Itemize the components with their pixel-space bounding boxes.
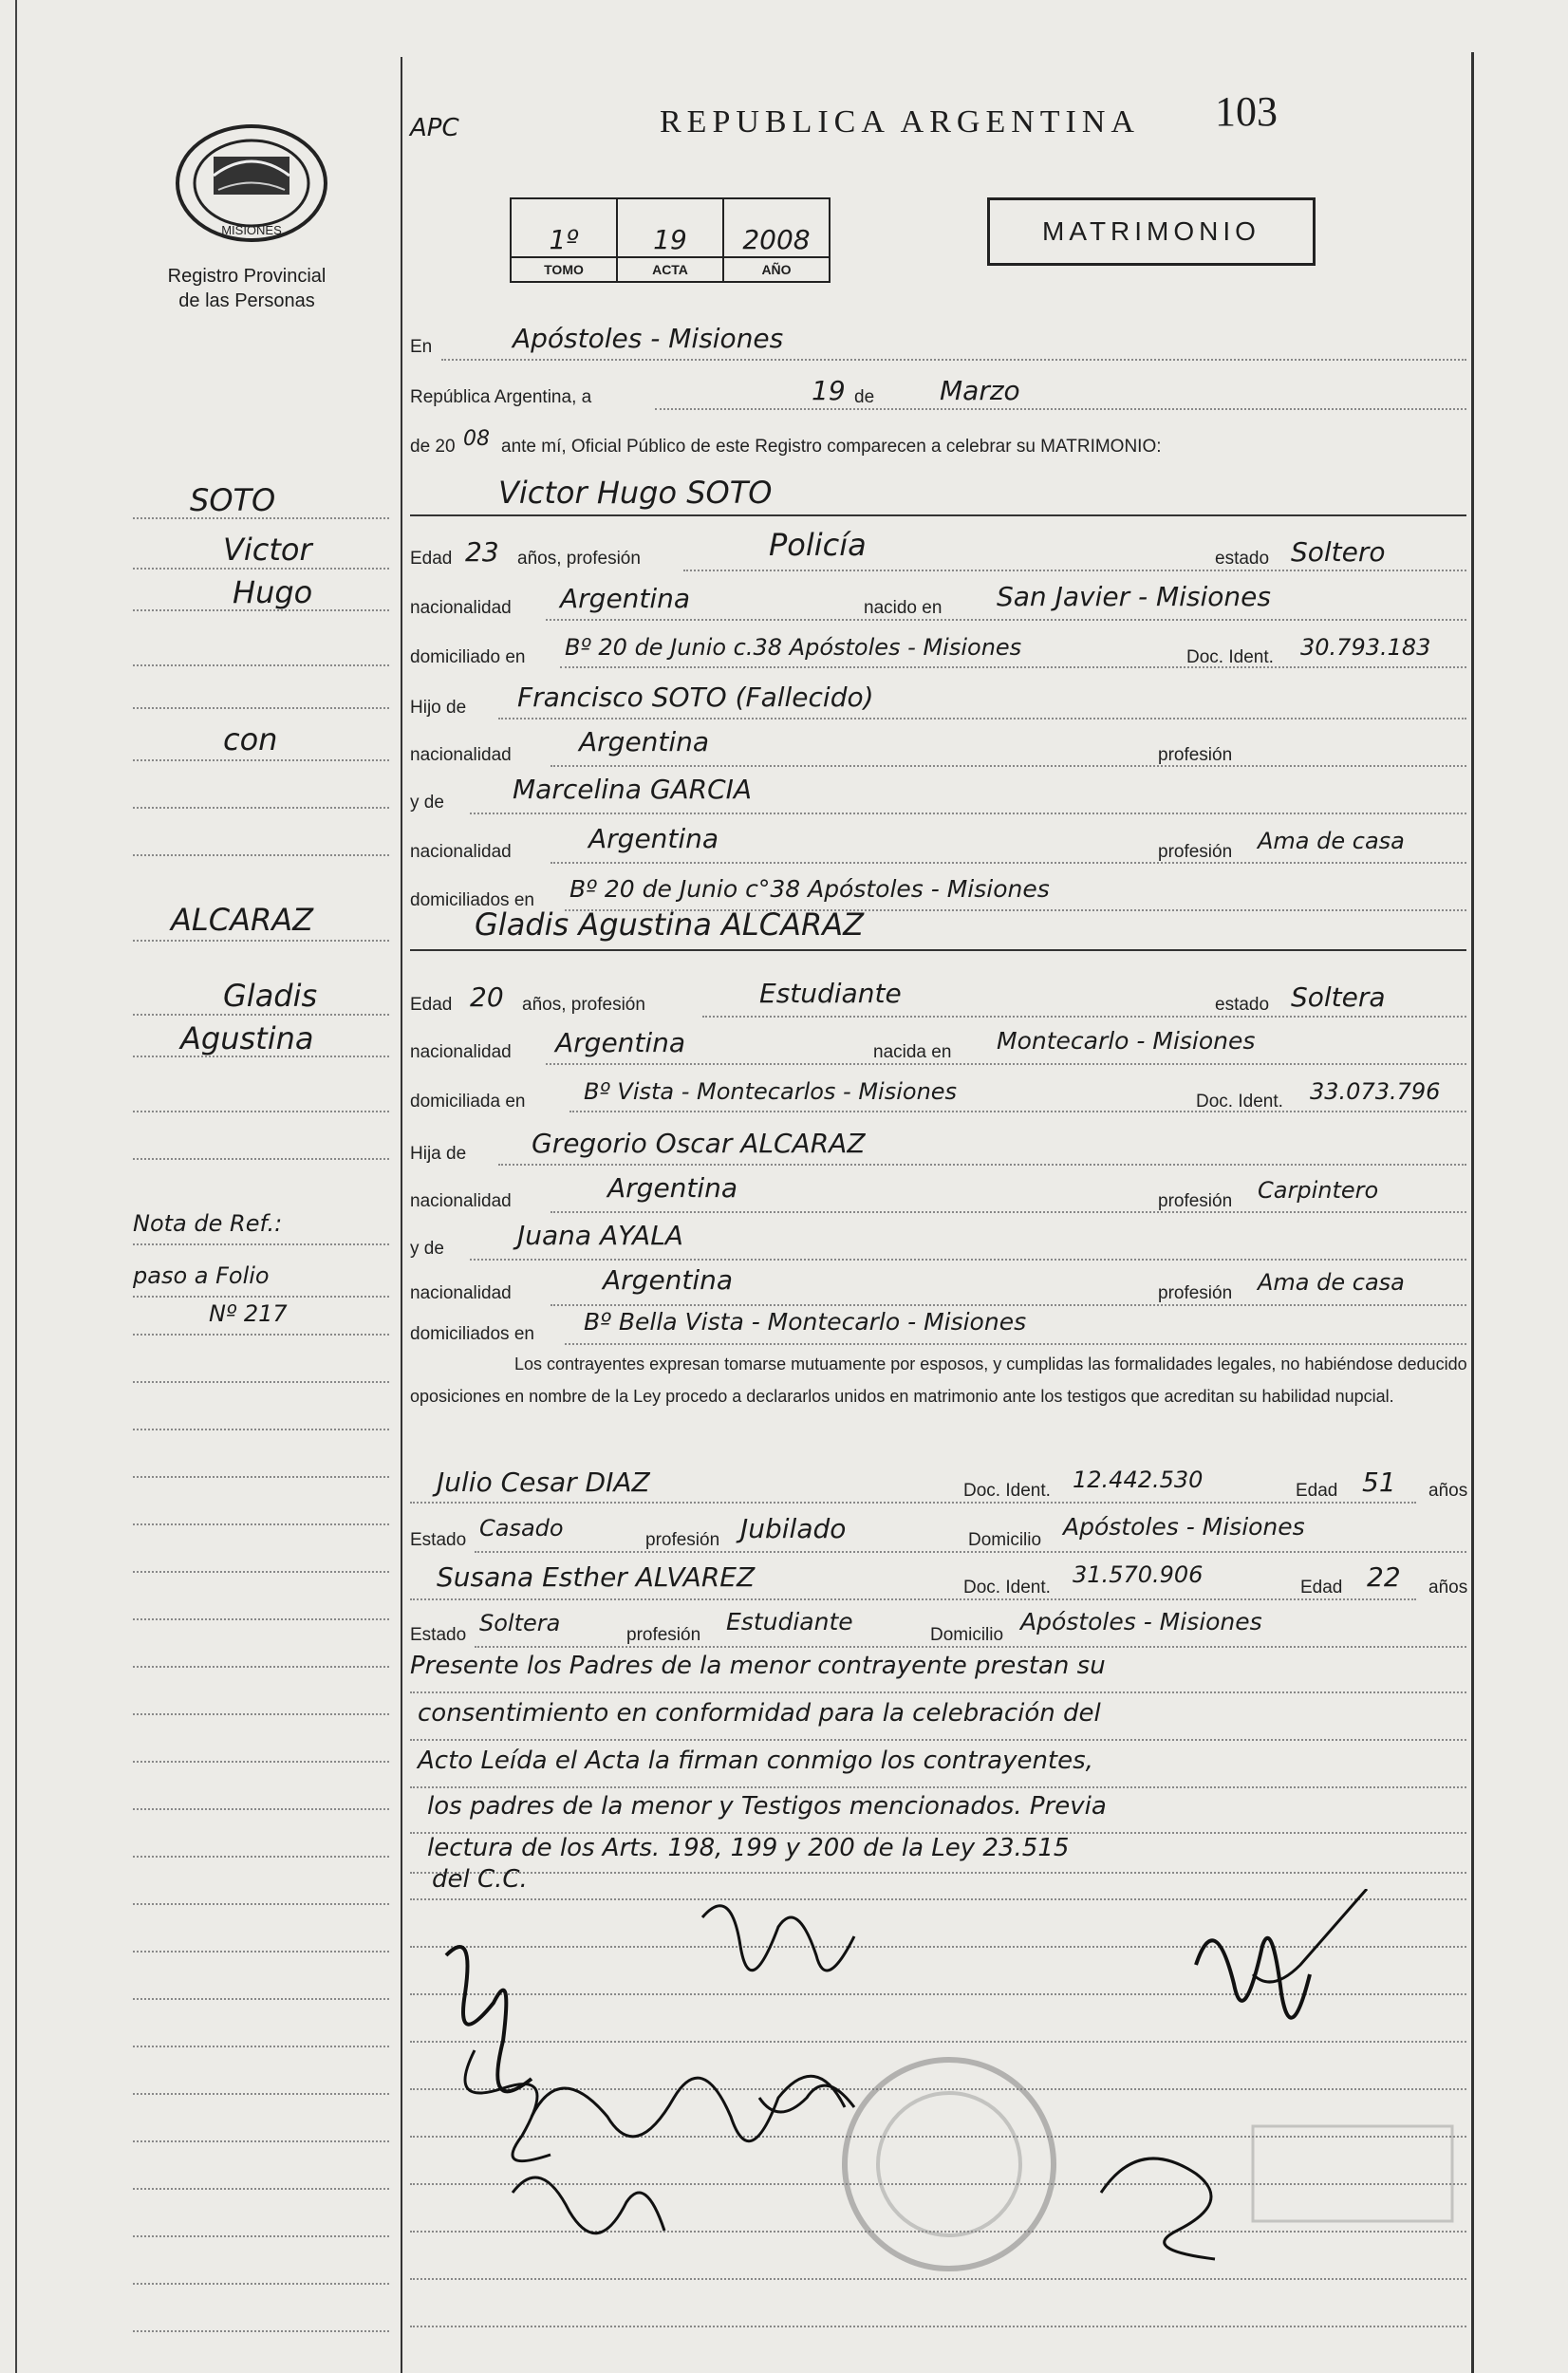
label-hija-de: Hija de xyxy=(410,1144,467,1164)
label-bride-nacionalidad: nacionalidad xyxy=(410,1042,512,1062)
bride-profession: Estudiante xyxy=(759,978,902,1009)
witness1-address: Apóstoles - Misiones xyxy=(1063,1513,1305,1541)
tomo-value: 1º xyxy=(511,198,617,257)
margin-bride-surname: ALCARAZ xyxy=(171,902,313,938)
label-w2-domicilio: Domicilio xyxy=(930,1625,1004,1645)
acta-header: ACTA xyxy=(617,257,723,282)
groom-parents-address: Bº 20 de Junio c°38 Apóstoles - Misiones xyxy=(569,875,1050,903)
label-groom-nacionalidad: nacionalidad xyxy=(410,598,512,618)
margin-note-title: Nota de Ref.: xyxy=(133,1210,283,1237)
bride-doc: 33.073.796 xyxy=(1310,1078,1441,1105)
provincial-seal-icon xyxy=(171,119,332,247)
note-line-4: los padres de la menor y Testigos mencionados. Previa xyxy=(427,1792,1107,1821)
margin-column-divider xyxy=(401,57,402,2373)
margin-groom-name2: Hugo xyxy=(233,574,313,610)
legal-paragraph: Los contrayentes expresan tomarse mutuamente por esposos, y cumplidas las formalidades legales, no habiéndose deducido oposiciones en nombre de la Ley procedo a declararlos unidos en matrimonio ante los testigos que acreditan su habilidad nupcial. xyxy=(410,1355,1467,1406)
label-republica: República Argentina, a xyxy=(410,387,592,407)
note-line-5: lectura de los Arts. 198, 199 y 200 de la Ley 23.515 xyxy=(427,1834,1070,1862)
groom-mother: Marcelina GARCIA xyxy=(513,774,753,805)
bride-father-nationality: Argentina xyxy=(607,1172,738,1204)
witness2-name: Susana Esther ALVAREZ xyxy=(437,1561,756,1593)
label-bride-domiciliados: domiciliados en xyxy=(410,1324,534,1344)
label-w2-anos: años xyxy=(1428,1578,1468,1598)
label-groom-doc: Doc. Ident. xyxy=(1186,647,1274,667)
label-groom-estado: estado xyxy=(1215,549,1270,569)
bride-birthplace: Montecarlo - Misiones xyxy=(997,1027,1256,1055)
note-line-2: consentimiento en conformidad para la celebración del xyxy=(418,1699,1101,1728)
bride-mother: Juana AYALA xyxy=(517,1220,683,1251)
witness1-profession: Jubilado xyxy=(740,1513,847,1544)
bride-nationality: Argentina xyxy=(555,1027,686,1058)
label-w2-profesion: profesión xyxy=(626,1625,701,1645)
groom-father-nationality: Argentina xyxy=(579,726,710,757)
groom-status: Soltero xyxy=(1291,536,1386,568)
bride-mother-nationality: Argentina xyxy=(603,1264,734,1296)
label-w1-domicilio: Domicilio xyxy=(968,1530,1042,1550)
registry-name: Registro Provincial de las Personas xyxy=(167,266,327,311)
label-bride-domiciliada: domiciliada en xyxy=(410,1092,526,1112)
label-bride-edad: Edad xyxy=(410,995,453,1015)
label-groom-mother-nac: nacionalidad xyxy=(410,842,512,862)
label-bride-mother-prof: profesión xyxy=(1158,1283,1233,1303)
note-line-6: del C.C. xyxy=(432,1865,528,1894)
bride-signature xyxy=(532,2076,845,2140)
label-groom-father-nac: nacionalidad xyxy=(410,745,512,765)
label-groom-y-de: y de xyxy=(410,793,444,813)
bride-address: Bº Vista - Montecarlos - Misiones xyxy=(584,1078,958,1105)
label-groom-domiciliados: domiciliados en xyxy=(410,890,534,910)
label-bride-father-prof: profesión xyxy=(1158,1191,1233,1211)
label-w1-profesion: profesión xyxy=(645,1530,720,1550)
witness-signature xyxy=(702,1906,854,1971)
label-w2-edad: Edad xyxy=(1300,1578,1343,1598)
signatures-area xyxy=(418,1889,1462,2364)
acta-value: 19 xyxy=(617,198,723,257)
witness2-doc: 31.570.906 xyxy=(1073,1561,1204,1588)
label-w2-doc: Doc. Ident. xyxy=(963,1578,1051,1598)
bride-full-name: Gladis Agustina ALCARAZ xyxy=(475,906,864,943)
label-hijo-de: Hijo de xyxy=(410,698,467,718)
officer-signature xyxy=(1196,1938,1310,2018)
witness1-name: Julio Cesar DIAZ xyxy=(437,1467,650,1498)
groom-mother-profession: Ama de casa xyxy=(1258,828,1405,854)
margin-groom-surname: SOTO xyxy=(190,482,276,518)
label-groom-mother-prof: profesión xyxy=(1158,842,1233,862)
label-bride-father-nac: nacionalidad xyxy=(410,1191,512,1211)
margin-groom-name1: Victor xyxy=(223,532,312,568)
bride-parents-address: Bº Bella Vista - Montecarlo - Misiones xyxy=(584,1308,1027,1336)
groom-profession: Policía xyxy=(769,527,867,563)
note-line-1: Presente los Padres de la menor contrayente prestan su xyxy=(410,1652,1106,1680)
label-w2-estado: Estado xyxy=(410,1625,467,1645)
margin-bride-name1: Gladis xyxy=(223,978,318,1014)
page-number: 103 xyxy=(1215,88,1278,135)
month-value: Marzo xyxy=(940,375,1020,406)
label-de-20: de 20 xyxy=(410,437,456,457)
right-border xyxy=(1471,52,1474,2373)
day-value: 19 xyxy=(812,375,846,406)
ano-header: AÑO xyxy=(723,257,830,282)
bride-status: Soltera xyxy=(1291,981,1386,1013)
groom-age: 23 xyxy=(465,536,499,568)
groom-father: Francisco SOTO (Fallecido) xyxy=(517,682,874,713)
svg-text:MISIONES: MISIONES xyxy=(221,223,282,237)
witness2-profession: Estudiante xyxy=(726,1608,853,1635)
label-w1-anos: años xyxy=(1428,1481,1468,1501)
bride-age: 20 xyxy=(470,981,504,1013)
rectangular-stamp xyxy=(1253,2126,1452,2221)
groom-mother-nationality: Argentina xyxy=(588,823,719,854)
witness2-address: Apóstoles - Misiones xyxy=(1020,1608,1262,1635)
witness1-age: 51 xyxy=(1362,1467,1396,1498)
ano-value: 2008 xyxy=(723,198,830,257)
label-bride-y-de: y de xyxy=(410,1239,444,1259)
groom-address: Bº 20 de Junio c.38 Apóstoles - Misiones xyxy=(565,634,1022,661)
witness2-age: 22 xyxy=(1367,1561,1401,1593)
record-type-box: MATRIMONIO xyxy=(987,197,1316,266)
groom-signature xyxy=(446,1947,532,2091)
label-w1-estado: Estado xyxy=(410,1530,467,1550)
groom-full-name: Victor Hugo SOTO xyxy=(498,475,773,511)
label-groom-edad: Edad xyxy=(410,549,453,569)
tomo-header: TOMO xyxy=(511,257,617,282)
margin-bride-name2: Agustina xyxy=(180,1020,314,1056)
label-w1-doc: Doc. Ident. xyxy=(963,1481,1051,1501)
witness1-status: Casado xyxy=(479,1515,564,1542)
bride-father: Gregorio Oscar ALCARAZ xyxy=(532,1128,866,1159)
label-comparecen: ante mí, Oficial Público de este Registro comparecen a celebrar su MATRIMONIO: xyxy=(501,437,1162,457)
witness2-status: Soltera xyxy=(479,1610,561,1636)
label-groom-domiciliado: domiciliado en xyxy=(410,647,526,667)
groom-doc: 30.793.183 xyxy=(1300,634,1431,661)
label-nacida-en: nacida en xyxy=(873,1042,952,1062)
label-bride-estado: estado xyxy=(1215,995,1270,1015)
label-w1-edad: Edad xyxy=(1296,1481,1338,1501)
label-en: En xyxy=(410,337,433,357)
groom-birthplace: San Javier - Misiones xyxy=(997,581,1271,612)
label-nacido-en: nacido en xyxy=(864,598,943,618)
label-bride-doc: Doc. Ident. xyxy=(1196,1092,1283,1112)
city-value: Apóstoles - Misiones xyxy=(513,323,784,354)
left-border xyxy=(15,0,17,2373)
label-bride-anos-profesion: años, profesión xyxy=(522,995,645,1015)
label-de: de xyxy=(854,387,875,407)
margin-note-number: Nº 217 xyxy=(209,1300,288,1327)
record-table xyxy=(510,197,831,283)
year-suffix: 08 xyxy=(463,427,490,451)
bride-father-profession: Carpintero xyxy=(1258,1177,1379,1204)
margin-note-body: paso a Folio xyxy=(133,1262,270,1289)
label-groom-father-prof: profesión xyxy=(1158,745,1233,765)
label-groom-anos-profesion: años, profesión xyxy=(517,549,641,569)
country-title: REPUBLICA ARGENTINA xyxy=(660,104,1140,140)
note-line-3: Acto Leída el Acta la firman conmigo los contrayentes, xyxy=(418,1747,1093,1775)
witness1-doc: 12.442.530 xyxy=(1073,1467,1204,1493)
margin-connector: con xyxy=(223,721,278,757)
label-bride-mother-nac: nacionalidad xyxy=(410,1283,512,1303)
bride-mother-profession: Ama de casa xyxy=(1258,1269,1405,1296)
groom-nationality: Argentina xyxy=(560,583,691,614)
corner-note: APC xyxy=(410,114,459,142)
